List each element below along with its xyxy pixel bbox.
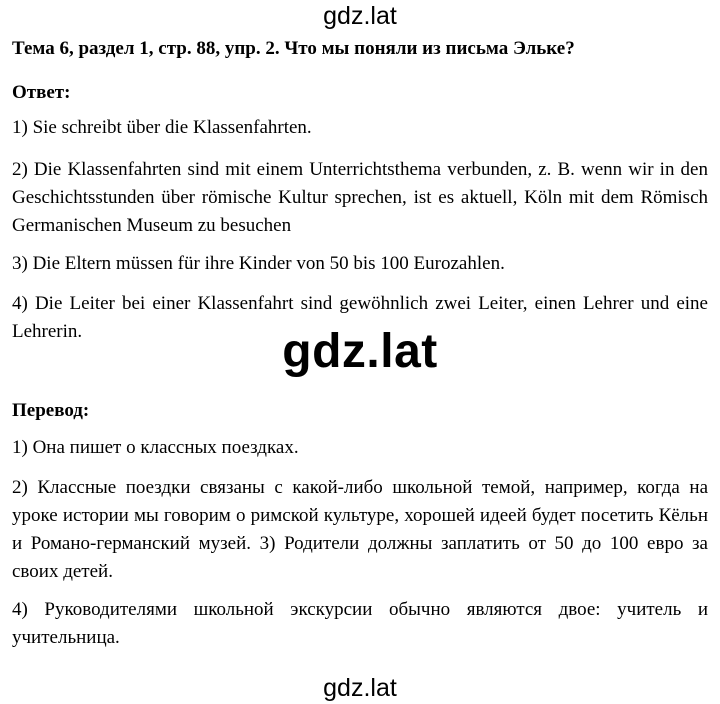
answer-item-3: 3) Die Eltern müssen für ihre Kinder von 50 bis 100 Eurozahlen. [12, 253, 505, 274]
watermark-middle: gdz.lat [282, 325, 438, 378]
translation-item-1: 1) Она пишет о классных поездках. [12, 437, 299, 458]
translation-heading: Перевод: [12, 400, 90, 421]
answer-item-1: 1) Sie schreibt über die Klassenfahrten. [12, 117, 312, 138]
page-title: Тема 6, раздел 1, стр. 88, упр. 2. Что мы поняли из письма Эльке? [12, 38, 575, 59]
watermark-bottom: gdz.lat [323, 674, 397, 702]
watermark-top: gdz.lat [323, 2, 397, 30]
answer-item-4: 4) Die Leiter bei einer Klassenfahrt sind gewöhnlich zwei Leiter, einen Lehrer und eine Lehrerin. [12, 293, 708, 342]
translation-item-2: 2) Классные поездки связаны с какой-либо школьной темой, например, когда на уроке истории мы говорим о римской культуре, хорошей идеей будет посетить Кёльн и Романо-германский музей. 3) Родители должны заплатить от 50 до 100 евро за своих детей. [12, 477, 708, 582]
translation-item-4: 4) Руководителями школьной экскурсии обычно являются двое: учитель и учительница. [12, 599, 708, 648]
answer-heading: Ответ: [12, 82, 71, 103]
answer-item-2: 2) Die Klassenfahrten sind mit einem Unterrichtsthema verbunden, z. B. wenn wir in den Geschichtsstunden über römische Kultur sprechen, ist es aktuell, Köln mit dem Römisch Germanischen Museum zu besuchen [12, 159, 708, 236]
